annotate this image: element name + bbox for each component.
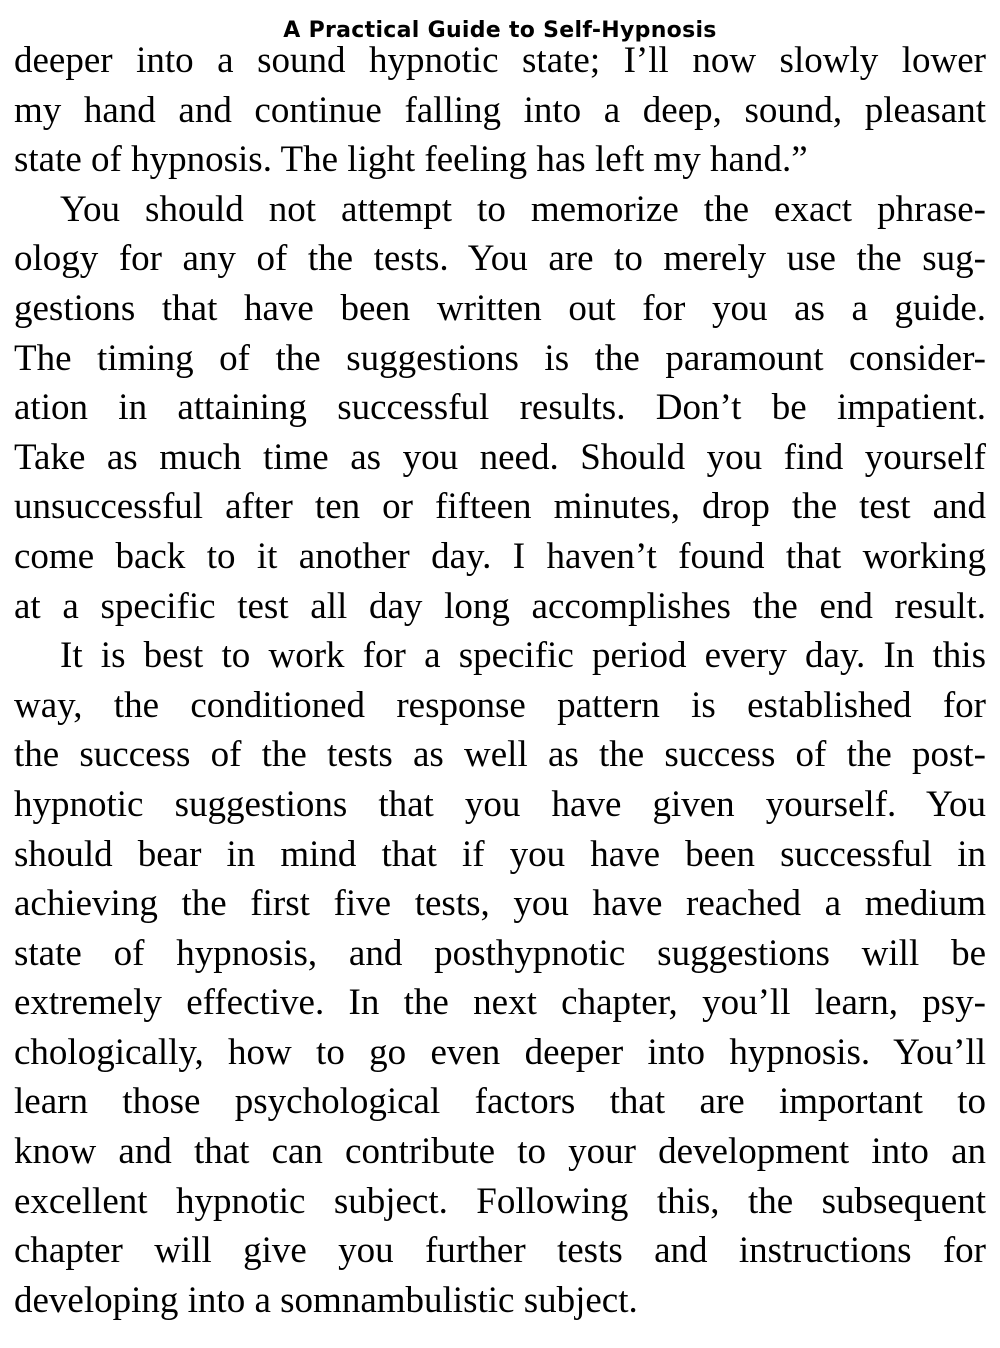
text-line: deeper into a sound hypnotic state; I’ll now slowly lower — [14, 40, 986, 81]
text-line: hypnotic suggestions that you have given yourself. You — [14, 783, 986, 825]
text-line: The timing of the suggestions is the paramount consider- — [14, 337, 986, 379]
text-line: way, the conditioned response pattern is established for — [14, 684, 986, 726]
text-line: chologically, how to go even deeper into hypnosis. You’ll — [14, 1031, 986, 1073]
text-line: ology for any of the tests. You are to merely use the sug- — [14, 238, 986, 280]
text-line: should bear in mind that if you have been successful in — [14, 833, 986, 875]
text-line: unsuccessful after ten or fifteen minutes, drop the test and — [14, 486, 986, 528]
text-line: It is best to work for a specific period every day. In this — [60, 635, 986, 677]
text-line: gestions that have been written out for you as a guide. — [14, 287, 986, 329]
text-line: extremely effective. In the next chapter, you’ll learn, psy- — [14, 982, 986, 1024]
running-header: A Practical Guide to Self-Hypnosis — [283, 18, 717, 43]
text-line: developing into a somnambulistic subject. — [14, 1279, 638, 1321]
text-line: state of hypnosis, and posthypnotic suggestions will be — [14, 932, 986, 974]
text-line: ation in attaining successful results. Don’t be impatient. — [14, 387, 986, 429]
text-line: my hand and continue falling into a deep, sound, pleasant — [14, 89, 986, 131]
text-line: know and that can contribute to your development into an — [14, 1131, 986, 1173]
body-text — [14, 36, 986, 1325]
text-line: state of hypnosis. The light feeling has left my hand.” — [14, 139, 808, 181]
text-line: Take as much time as you need. Should you find yourself — [14, 436, 986, 478]
text-line: achieving the first five tests, you have reached a medium — [14, 883, 986, 925]
text-line: at a specific test all day long accomplishes the end result. — [14, 585, 986, 627]
text-line: learn those psychological factors that are important to — [14, 1081, 986, 1123]
text-line: You should not attempt to memorize the exact phrase- — [60, 188, 986, 230]
text-line: excellent hypnotic subject. Following this, the subsequent — [14, 1180, 986, 1222]
text-line: the success of the tests as well as the success of the post- — [14, 734, 986, 776]
text-line: come back to it another day. I haven’t found that working — [14, 535, 986, 577]
text-line: chapter will give you further tests and instructions for — [14, 1230, 986, 1272]
